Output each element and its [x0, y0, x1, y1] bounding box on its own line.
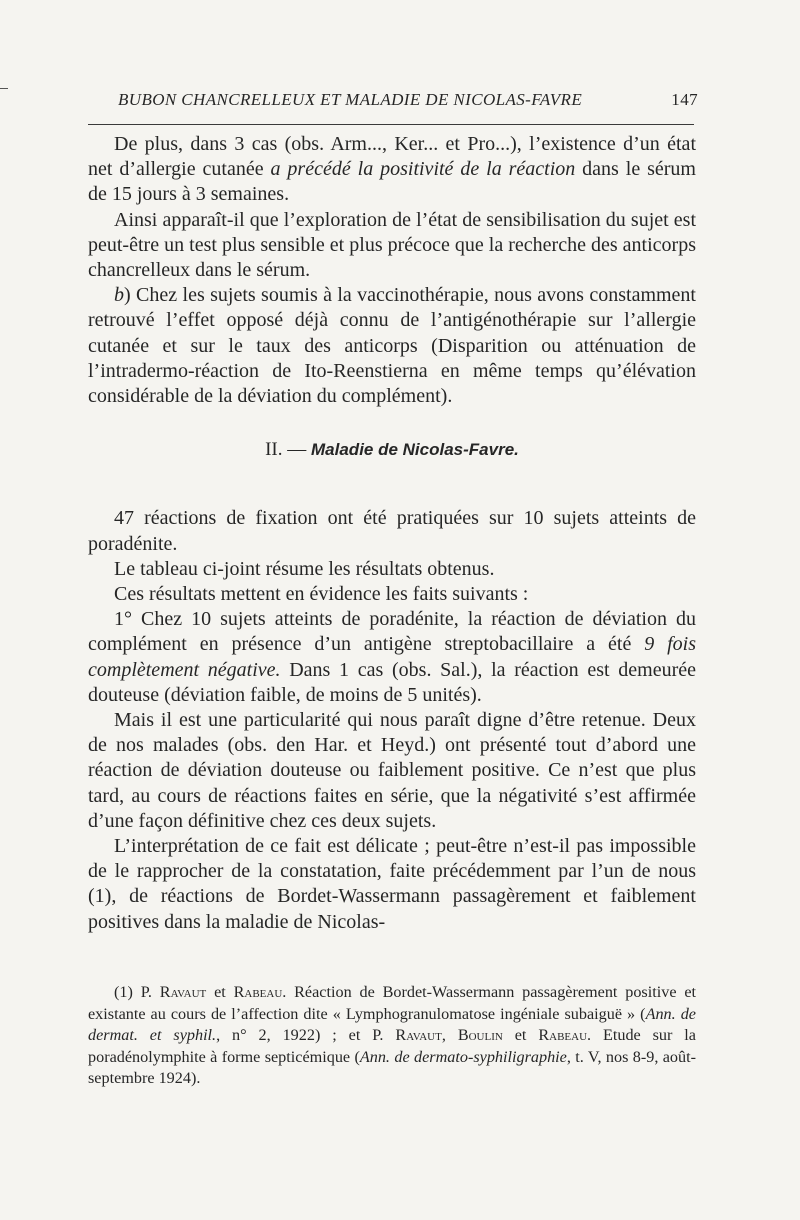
text-run: et	[502, 1026, 539, 1045]
footnote-mark: (1) P.	[114, 983, 152, 1001]
emphasis-text: 9 fois complètement négative.	[88, 633, 696, 681]
author-name: Boulin	[457, 1026, 503, 1045]
author-name: Rabeau	[538, 1026, 588, 1045]
emphasis-text: a précédé la positivité de la réaction	[270, 158, 576, 181]
footnote-block	[88, 982, 696, 1090]
margin-mark	[0, 88, 8, 89]
author-name: Ravaut	[159, 983, 207, 1001]
journal-title: Ann. de dermat. et syphil.	[88, 1004, 696, 1045]
text-run: Dans 1 cas (obs. Sal.), la réaction est demeurée douteuse (déviation faible, de moins de 5 unités).	[88, 658, 696, 706]
text-run: ) Chez les sujets soumis à la vaccinothérapie, nous avons constamment retrouvé l’effet opposé déjà connu de l’antigénothérapie sur l’allergie cutanée et sur le taux des anticorps (Disparition ou atténuation de l’intradermo-réaction de Ito-Reenstierna en même temps qu’élévation considérable de la déviation du complément).	[88, 284, 696, 408]
text-run: ,	[441, 1026, 458, 1045]
section-number: II. —	[265, 439, 307, 461]
paragraph-particularite: Mais il est une particularité qui nous paraît digne d’être retenue. Deux de nos malades (obs. den Har. et Heyd.) ont présenté tout d’abord une réaction de déviation douteuse ou faiblement positive. Ce n’est que plus tard, au cours de réactions faites en série, que la négativité s’est affirmée d’une façon définitive chez ces deux sujets.	[88, 709, 696, 832]
section-title: Maladie de Nicolas-Favre.	[311, 440, 519, 460]
journal-title: Ann. de dermato-syphiligraphie	[359, 1047, 567, 1066]
author-name: Rabeau	[233, 983, 283, 1001]
paragraph-resultats: Ces résultats mettent en évidence les faits suivants :	[114, 583, 529, 606]
text-run: 1° Chez 10 sujets atteints de poradénite, la réaction de déviation du complément en présence d’un antigène streptobacillaire a été	[88, 608, 696, 656]
main-text	[88, 132, 696, 935]
text-run: De plus, dans 3 cas (obs. Arm..., Ker... et Pro...), l’existence d’un état net d’allergie cutanée	[88, 133, 696, 181]
running-title: BUBON CHANCRELLEUX ET MALADIE DE NICOLAS-FAVRE	[118, 90, 583, 109]
text-run: , n° 2, 1922) ; et P.	[216, 1026, 396, 1045]
text-run: dans le sérum de 15 jours à 3 semaines.	[88, 158, 696, 206]
list-marker: b	[114, 284, 124, 307]
paragraph-allergy	[88, 132, 696, 208]
text-run: , t. V, nos 8-9, août-septembre 1924).	[88, 1047, 696, 1088]
paragraph-point-1	[88, 607, 696, 708]
header-rule	[88, 124, 694, 125]
paragraph-vaccinotherapie	[88, 283, 696, 409]
page-number: 147	[671, 90, 698, 109]
text-run: . Etude sur la poradénolymphite à forme septicémique (	[88, 1026, 696, 1066]
text-run: et	[206, 983, 234, 1001]
paragraph-reactions: 47 réactions de fixation ont été pratiquées sur 10 sujets atteints de poradénite.	[88, 507, 696, 555]
text-run: . Réaction de Bordet-Wassermann passagèrement positive et existante au cours de l’affection dite « Lymphogranulomatose ingéniale subaiguë » (	[88, 983, 697, 1023]
author-name: Ravaut	[395, 1026, 442, 1045]
section-heading	[88, 437, 696, 462]
paragraph-tableau: Le tableau ci-joint résume les résultats obtenus.	[114, 557, 495, 580]
paragraph-sensibilisation: Ainsi apparaît-il que l’exploration de l’état de sensibilisation du sujet est peut-être un test plus sensible et plus précoce que la recherche des anticorps chancrelleux dans le sérum.	[88, 208, 696, 282]
footnote-1	[88, 982, 696, 1090]
paragraph-interpretation: L’interprétation de ce fait est délicate ; peut-être n’est-il pas impossible de le rapprocher de la constatation, faite précédemment par l’un de nous (1), de réactions de Bordet-Wassermann passagèrement et faiblement positives dans la maladie de Nicolas-	[88, 835, 696, 933]
